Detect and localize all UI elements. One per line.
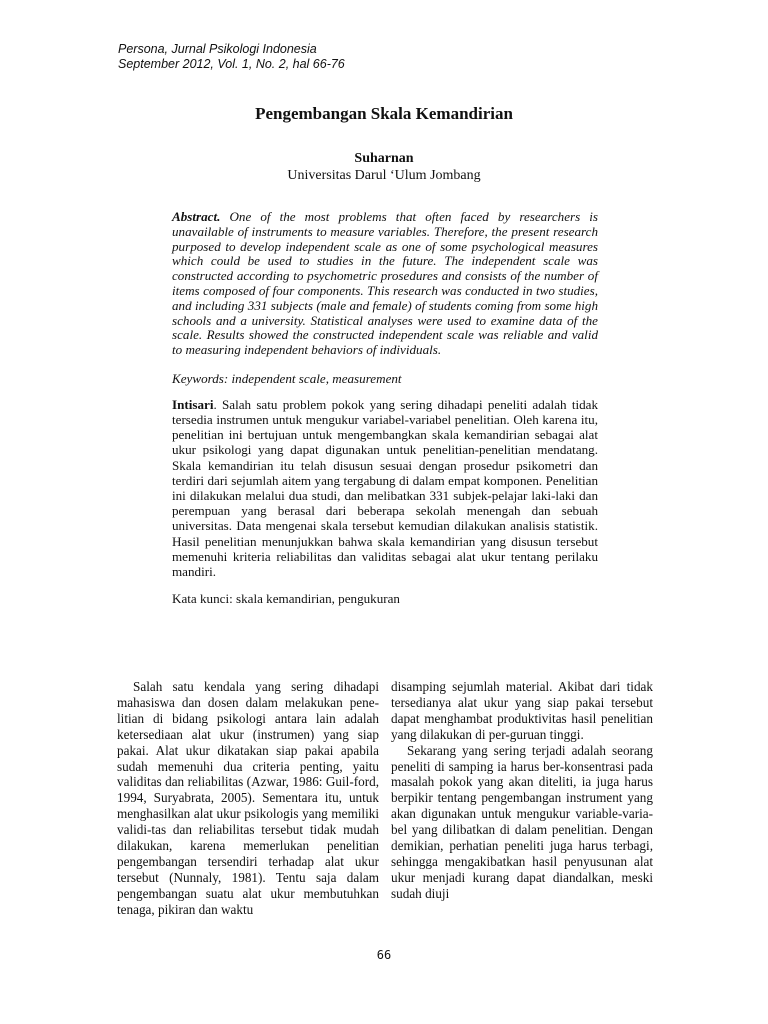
- author-affiliation: Universitas Darul ‘Ulum Jombang: [287, 168, 481, 183]
- abstract-block: [172, 210, 598, 607]
- body-paragraph: disamping sejumlah material. Akibat dari tidak tersedianya alat ukur yang siap pakai tersebut dapat menghambat produktivitas hasil penelitian yang dilakukan di per-guruan tinggi.: [391, 679, 653, 742]
- journal-name: Persona, Jurnal Psikologi Indonesia: [118, 42, 317, 56]
- journal-header: [118, 42, 345, 72]
- abstract-text: One of the most problems that often faced by researchers is unavailable of instruments to measure variables. Therefore, the present research purposed to develop independent scale as one of some psychological measures which could be used to studies in the future. The independent scale was constructed according to psychometric prosedures and consists of the number of items composed of four components. This research was conducted in two studies, and including 331 subjects (male and female) of students coming from some high schools and a university. Statistical analyses were used to examine data of the scale. Results showed the constructed independent scale was reliable and valid to measuring independent behaviors of individuals.: [172, 209, 598, 358]
- journal-issue: September 2012, Vol. 1, No. 2, hal 66-76: [118, 57, 345, 71]
- paper-title: Pengembangan Skala Kemandirian: [255, 104, 513, 123]
- body-paragraph: Sekarang yang sering terjadi adalah seorang peneliti di samping ia harus ber-konsentrasi pada masalah pokok yang akan diteliti, ia juga harus berpikir tentang pengembangan instrument yang akan digunakan untuk mengukur variable-varia-bel yang dilibatkan di dalam penelitian. Dengan demikian, perhatian peneliti juga harus terbagi, sehingga mengakibatkan hasil penyusunan alat ukur menjadi kurang dapat diandalkan, meski sudah diuji: [391, 742, 653, 901]
- keywords-indonesian: Kata kunci: skala kemandirian, pengukuran: [172, 591, 400, 607]
- abstract-label: Abstract.: [172, 209, 221, 224]
- intisari-label: Intisari: [172, 396, 214, 412]
- body-column-right: [391, 679, 653, 902]
- intisari-text: . Salah satu problem pokok yang sering dihadapi peneliti adalah tidak tersedia instrumen untuk mengukur variabel-variabel penelitian. Oleh karena itu, penelitian ini bertujuan untuk mengembangkan skala kemandirian sebagai alat ukur psikologi yang dapat digunakan untuk penelitian-penelitian mendatang. Skala kemandirian itu telah disusun sesuai dengan prosedur psikometri dan terdiri dari sejumlah aitem yang tergabung di dalam empat komponen. Penelitian ini dilakukan melalui dua studi, dan melibatkan 331 subjek-pelajar laki-laki dan perempuan yang berasal dari beberapa sekolah menengah dan sebuah universitas. Data mengenai skala tersebut kemudian dilakukan analisis statistik. Hasil penelitian menunjukkan bahwa skala kemandirian yang disusun tersebut memenuhi kriteria reliabilitas dan validitas sebagai alat ukur tentang perilaku mandiri.: [172, 396, 598, 579]
- author-name: Suharnan: [354, 151, 414, 166]
- author-block: [0, 150, 768, 184]
- abstract-english: [172, 210, 598, 358]
- keywords-english: Keywords: independent scale, measurement: [172, 370, 402, 386]
- body-column-left: [117, 679, 379, 918]
- page-number: 66: [376, 948, 392, 962]
- body-paragraph: Salah satu kendala yang sering dihadapi mahasiswa dan dosen dalam melakukan pene-litian di bidang psikologi antara lain adalah ketersediaan alat ukur (instrumen) yang siap pakai. Alat ukur dikatakan siap pakai apabila sudah memenuhi dua criteria penting, yaitu validitas dan reliabilitas (Azwar, 1986: Guil-ford, 1994, Suryabrata, 2005). Sementara itu, untuk menghasilkan alat ukur psikologis yang memiliki validi-tas dan reliabilitas tersebut tidak mudah dilakukan, karena memerlukan penelitian pengembangan tersendiri terhadap alat ukur tersebut (Nunnaly, 1981). Tentu saja dalam pengembangan suatu alat ukur membutuhkan tenaga, pikiran dan waktu: [117, 679, 379, 917]
- abstract-indonesian: [172, 397, 598, 579]
